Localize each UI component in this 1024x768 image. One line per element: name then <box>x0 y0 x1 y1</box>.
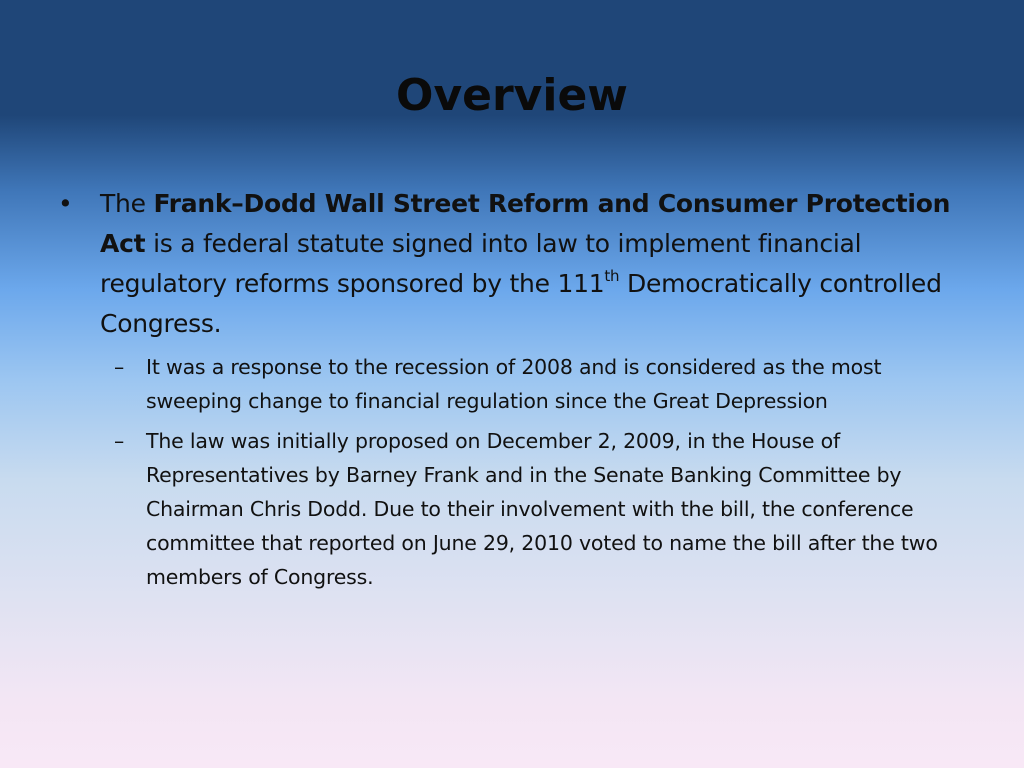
slide-content <box>56 184 968 600</box>
act-name: Frank–Dodd Wall Street Reform and Consumer Protection Act <box>100 189 951 258</box>
dash-marker: – <box>114 429 125 453</box>
dash-marker: – <box>114 355 125 379</box>
sub-bullet-proposal <box>100 424 968 594</box>
bullet-marker: • <box>58 189 73 218</box>
sub-bullet-text: It was a response to the recession of 2008 and is considered as the most sweeping change to financial regulation since the Great Depression <box>146 355 882 413</box>
main-bullet-text-end: Democratically controlled Congress. <box>100 269 942 338</box>
sub-bullet-list <box>56 350 968 594</box>
main-bullet <box>56 184 968 344</box>
sub-bullet-text: The law was initially proposed on December 2, 2009, in the House of Representatives by Barney Frank and in the Senate Banking Committee by Chairman Chris Dodd. Due to their involvement with the bill, the conference committee that reported on June 29, 2010 voted to name the bill after the two members of Congress. <box>146 429 938 589</box>
ordinal-superscript: th <box>604 266 620 285</box>
slide-title: Overview <box>396 70 628 121</box>
main-bullet-text-after: is a federal statute signed into law to implement financial regulatory reforms sponsored by the 111 <box>100 229 862 298</box>
main-bullet-text-before: The <box>100 189 154 218</box>
sub-bullet-recession <box>100 350 968 418</box>
